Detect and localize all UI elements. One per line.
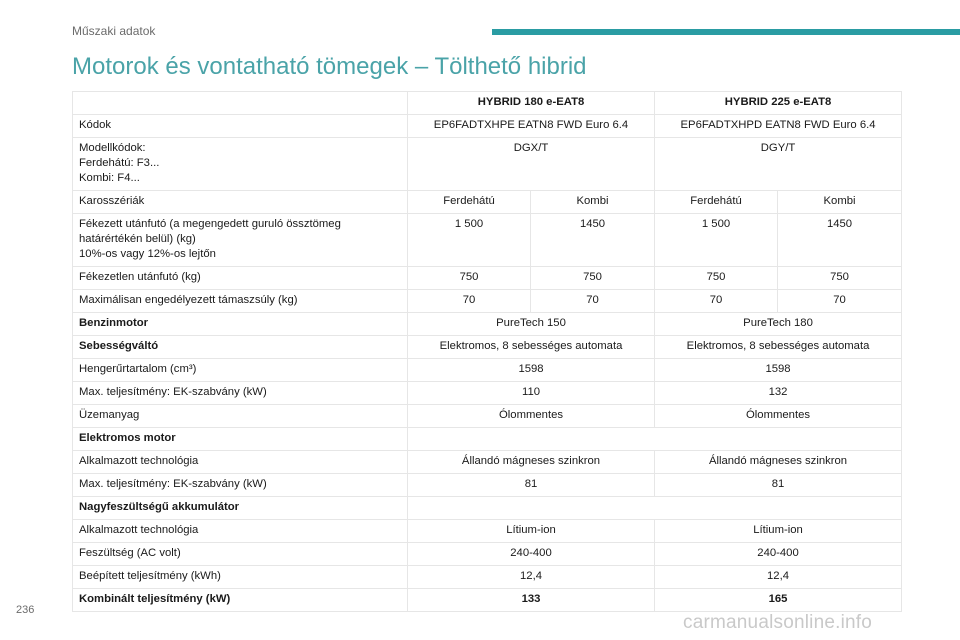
watermark: carmanualsonline.info [683,612,873,633]
cell-value: Állandó mágneses szinkron [655,451,902,474]
row-label [73,214,408,267]
table-row [73,382,902,405]
row-label: Alkalmazott technológia [73,451,408,474]
column-header-hybrid-180: HYBRID 180 e-EAT8 [408,92,655,115]
cell-value: 70 [655,290,778,313]
row-label [73,138,408,191]
table-row [73,191,902,214]
cell-value: 12,4 [655,566,902,589]
column-header-hybrid-225: HYBRID 225 e-EAT8 [655,92,902,115]
row-label: Kombinált teljesítmény (kW) [73,589,408,612]
row-label-line: Kombi: F4... [79,172,140,184]
cell-value: 1 500 [655,214,778,267]
table-row [73,566,902,589]
table-row [73,313,902,336]
cell-value: Állandó mágneses szinkron [408,451,655,474]
table-row [73,336,902,359]
row-label: Maximálisan engedélyezett támaszsúly (kg) [73,290,408,313]
cell-value: 12,4 [408,566,655,589]
section-label: Műszaki adatok [72,24,156,38]
row-label: Feszültség (AC volt) [73,543,408,566]
cell-value: Ferdehátú [408,191,531,214]
table-row [73,520,902,543]
table-row [73,138,902,191]
cell-value: EP6FADTXHPD EATN8 FWD Euro 6.4 [655,115,902,138]
cell-value: 1598 [655,359,902,382]
cell-value: 1598 [408,359,655,382]
spec-table [72,91,902,612]
blank-cell [408,497,902,520]
table-row [73,115,902,138]
cell-value: Ferdehátú [655,191,778,214]
cell-value: 132 [655,382,902,405]
table-row [73,405,902,428]
row-label: Hengerűrtartalom (cm³) [73,359,408,382]
table-row [73,451,902,474]
table-row [73,474,902,497]
cell-value: Kombi [531,191,655,214]
cell-value: 165 [655,589,902,612]
row-label: Benzinmotor [73,313,408,336]
row-label: Max. teljesítmény: EK-szabvány (kW) [73,382,408,405]
cell-value: 70 [531,290,655,313]
row-label-line: 10%-os vagy 12%-os lejtőn [79,248,216,260]
cell-value: 240-400 [655,543,902,566]
header-blank-cell [73,92,408,115]
row-label-line: Modellkódok: [79,142,146,154]
cell-value: 1450 [778,214,902,267]
table-section-row [73,428,902,451]
cell-value: 81 [408,474,655,497]
cell-value: 1450 [531,214,655,267]
cell-value: DGX/T [408,138,655,191]
row-label-line: Ferdehátú: F3... [79,157,160,169]
table-row [73,290,902,313]
row-label: Karosszériák [73,191,408,214]
table-row [73,543,902,566]
cell-value: Elektromos, 8 sebességes automata [655,336,902,359]
row-label: Sebességváltó [73,336,408,359]
table-row [73,359,902,382]
cell-value: 1 500 [408,214,531,267]
blank-cell [408,428,902,451]
cell-value: 110 [408,382,655,405]
row-label: Beépített teljesítmény (kWh) [73,566,408,589]
cell-value: 133 [408,589,655,612]
page-number: 236 [16,604,35,616]
row-label: Kódok [73,115,408,138]
cell-value: 750 [655,267,778,290]
table-header-row [73,92,902,115]
cell-value: Elektromos, 8 sebességes automata [408,336,655,359]
row-label: Üzemanyag [73,405,408,428]
cell-value: 240-400 [408,543,655,566]
cell-value: 750 [778,267,902,290]
header-accent-bar [492,29,960,35]
cell-value: PureTech 180 [655,313,902,336]
cell-value: EP6FADTXHPE EATN8 FWD Euro 6.4 [408,115,655,138]
section-heading: Nagyfeszültségű akkumulátor [73,497,408,520]
cell-value: Lítium-ion [655,520,902,543]
cell-value: PureTech 150 [408,313,655,336]
row-label-line: határértékén belül) (kg) [79,233,196,245]
cell-value: Lítium-ion [408,520,655,543]
cell-value: DGY/T [655,138,902,191]
table-row [73,267,902,290]
row-label: Max. teljesítmény: EK-szabvány (kW) [73,474,408,497]
table-row [73,214,902,267]
row-label: Alkalmazott technológia [73,520,408,543]
row-label: Fékezetlen utánfutó (kg) [73,267,408,290]
cell-value: Kombi [778,191,902,214]
cell-value: Ólommentes [408,405,655,428]
table-row [73,589,902,612]
table-section-row [73,497,902,520]
cell-value: 81 [655,474,902,497]
section-heading: Elektromos motor [73,428,408,451]
cell-value: 70 [408,290,531,313]
cell-value: 750 [531,267,655,290]
cell-value: 70 [778,290,902,313]
row-label-line: Fékezett utánfutó (a megengedett guruló össztömeg [79,218,341,230]
page-title: Motorok és vontatható tömegek – Tölthető hibrid [72,53,587,80]
cell-value: 750 [408,267,531,290]
cell-value: Ólommentes [655,405,902,428]
